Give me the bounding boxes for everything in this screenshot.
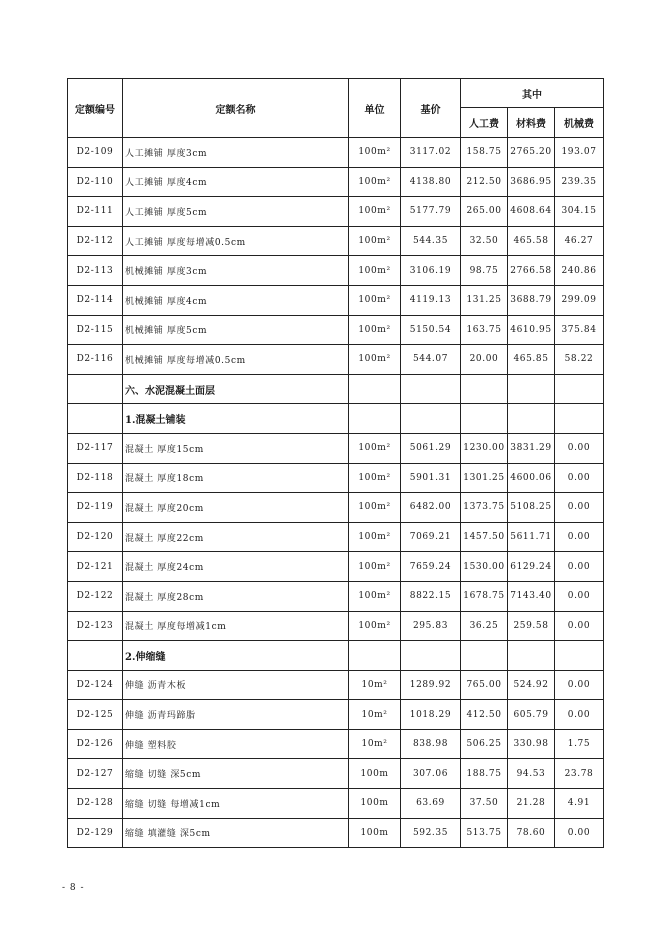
table-row xyxy=(68,463,604,493)
cell-machinery: 299.09 xyxy=(555,285,604,315)
cell-unit: 100m² xyxy=(349,552,401,582)
cell-code: D2-113 xyxy=(68,256,123,286)
cell-code xyxy=(68,641,123,671)
cell-unit: 100m² xyxy=(349,345,401,375)
cell-labor: 131.25 xyxy=(461,285,508,315)
cell-labor: 1678.75 xyxy=(461,581,508,611)
cell-material xyxy=(508,641,555,671)
cell-unit: 10m² xyxy=(349,670,401,700)
table-row xyxy=(68,197,604,227)
cell-machinery: 0.00 xyxy=(555,581,604,611)
table-body xyxy=(68,138,604,848)
cell-unit: 10m² xyxy=(349,700,401,730)
cell-labor: 1230.00 xyxy=(461,433,508,463)
cell-base: 592.35 xyxy=(401,818,461,848)
header-base-price: 基价 xyxy=(401,79,461,138)
cell-unit: 100m² xyxy=(349,522,401,552)
cell-name: 人工摊铺 厚度4cm xyxy=(123,167,349,197)
cell-unit xyxy=(349,404,401,434)
cell-machinery xyxy=(555,641,604,671)
cell-labor xyxy=(461,641,508,671)
table-row xyxy=(68,433,604,463)
cell-labor: 1457.50 xyxy=(461,522,508,552)
cell-machinery: 375.84 xyxy=(555,315,604,345)
cell-name: 混凝土 厚度28cm xyxy=(123,581,349,611)
cell-labor: 1530.00 xyxy=(461,552,508,582)
cell-material: 605.79 xyxy=(508,700,555,730)
cell-labor: 158.75 xyxy=(461,138,508,168)
cell-base xyxy=(401,404,461,434)
cell-base: 7659.24 xyxy=(401,552,461,582)
cell-unit: 100m² xyxy=(349,315,401,345)
cell-unit: 100m² xyxy=(349,611,401,641)
cell-machinery: 58.22 xyxy=(555,345,604,375)
cell-base: 1018.29 xyxy=(401,700,461,730)
cell-code: D2-112 xyxy=(68,226,123,256)
cell-name: 混凝土 厚度15cm xyxy=(123,433,349,463)
cell-material: 78.60 xyxy=(508,818,555,848)
cell-material: 465.85 xyxy=(508,345,555,375)
header-machinery: 机械费 xyxy=(555,108,604,138)
header-material: 材料费 xyxy=(508,108,555,138)
cell-machinery: 0.00 xyxy=(555,611,604,641)
cell-base: 4119.13 xyxy=(401,285,461,315)
cell-material xyxy=(508,374,555,404)
cell-code: D2-122 xyxy=(68,581,123,611)
cell-labor: 32.50 xyxy=(461,226,508,256)
cell-code: D2-111 xyxy=(68,197,123,227)
cell-name: 缩缝 切缝 每增减1cm xyxy=(123,789,349,819)
cell-base: 4138.80 xyxy=(401,167,461,197)
cell-code: D2-119 xyxy=(68,493,123,523)
cell-code: D2-109 xyxy=(68,138,123,168)
cell-material: 330.98 xyxy=(508,729,555,759)
cell-base: 5177.79 xyxy=(401,197,461,227)
header-of-which: 其中 xyxy=(461,79,604,108)
cell-base: 5150.54 xyxy=(401,315,461,345)
cell-code: D2-125 xyxy=(68,700,123,730)
cell-code xyxy=(68,404,123,434)
cell-material: 524.92 xyxy=(508,670,555,700)
cell-base: 8822.15 xyxy=(401,581,461,611)
cell-labor: 163.75 xyxy=(461,315,508,345)
table-row xyxy=(68,729,604,759)
cell-unit: 100m² xyxy=(349,226,401,256)
cell-labor: 1373.75 xyxy=(461,493,508,523)
cell-code: D2-116 xyxy=(68,345,123,375)
cell-machinery: 0.00 xyxy=(555,433,604,463)
cell-machinery: 0.00 xyxy=(555,700,604,730)
cell-material: 94.53 xyxy=(508,759,555,789)
cell-name: 人工摊铺 厚度5cm xyxy=(123,197,349,227)
cell-code: D2-128 xyxy=(68,789,123,819)
cell-material: 2766.58 xyxy=(508,256,555,286)
cell-name: 混凝土 厚度每增减1cm xyxy=(123,611,349,641)
cell-unit: 100m² xyxy=(349,433,401,463)
cell-machinery: 193.07 xyxy=(555,138,604,168)
cell-machinery: 0.00 xyxy=(555,552,604,582)
cell-unit: 100m² xyxy=(349,581,401,611)
cell-name: 人工摊铺 厚度3cm xyxy=(123,138,349,168)
cell-code: D2-115 xyxy=(68,315,123,345)
table-row xyxy=(68,315,604,345)
cell-machinery: 0.00 xyxy=(555,463,604,493)
table-row xyxy=(68,256,604,286)
cell-unit xyxy=(349,641,401,671)
cell-name: 伸缝 沥青木板 xyxy=(123,670,349,700)
cell-unit: 100m² xyxy=(349,167,401,197)
cell-labor: 412.50 xyxy=(461,700,508,730)
cell-code: D2-114 xyxy=(68,285,123,315)
table-row xyxy=(68,522,604,552)
cell-material: 5611.71 xyxy=(508,522,555,552)
table-row xyxy=(68,789,604,819)
header-labor: 人工费 xyxy=(461,108,508,138)
cell-machinery xyxy=(555,374,604,404)
header-unit: 单位 xyxy=(349,79,401,138)
section-row xyxy=(68,641,604,671)
cell-labor: 36.25 xyxy=(461,611,508,641)
section-row xyxy=(68,404,604,434)
table-row xyxy=(68,581,604,611)
cell-name: 机械摊铺 厚度3cm xyxy=(123,256,349,286)
cell-code: D2-127 xyxy=(68,759,123,789)
header-code: 定额编号 xyxy=(68,79,123,138)
cell-name: 人工摊铺 厚度每增减0.5cm xyxy=(123,226,349,256)
cell-labor: 506.25 xyxy=(461,729,508,759)
cell-machinery: 0.00 xyxy=(555,818,604,848)
cell-base: 544.35 xyxy=(401,226,461,256)
cell-name: 机械摊铺 厚度4cm xyxy=(123,285,349,315)
cell-labor: 265.00 xyxy=(461,197,508,227)
table-row xyxy=(68,818,604,848)
cell-base: 3106.19 xyxy=(401,256,461,286)
cell-name: 缩缝 填灌缝 深5cm xyxy=(123,818,349,848)
cell-labor xyxy=(461,404,508,434)
cell-material: 21.28 xyxy=(508,789,555,819)
cell-unit: 100m xyxy=(349,759,401,789)
cell-labor xyxy=(461,374,508,404)
cell-machinery: 46.27 xyxy=(555,226,604,256)
cell-machinery: 239.35 xyxy=(555,167,604,197)
cell-material: 465.58 xyxy=(508,226,555,256)
cell-labor: 513.75 xyxy=(461,818,508,848)
cell-machinery: 0.00 xyxy=(555,493,604,523)
cell-labor: 1301.25 xyxy=(461,463,508,493)
cell-material: 5108.25 xyxy=(508,493,555,523)
table-row xyxy=(68,670,604,700)
cell-material: 3686.95 xyxy=(508,167,555,197)
cell-material: 7143.40 xyxy=(508,581,555,611)
cell-base: 544.07 xyxy=(401,345,461,375)
cell-code: D2-117 xyxy=(68,433,123,463)
cell-material: 259.58 xyxy=(508,611,555,641)
cell-base: 7069.21 xyxy=(401,522,461,552)
table-row xyxy=(68,611,604,641)
cell-unit: 100m xyxy=(349,789,401,819)
cell-name: 机械摊铺 厚度5cm xyxy=(123,315,349,345)
cell-base: 3117.02 xyxy=(401,138,461,168)
table-row xyxy=(68,167,604,197)
cell-name: 混凝土 厚度22cm xyxy=(123,522,349,552)
section-title: 1.混凝土铺装 xyxy=(123,404,349,434)
cell-name: 伸缝 塑料胶 xyxy=(123,729,349,759)
cell-unit: 10m² xyxy=(349,729,401,759)
cell-name: 伸缝 沥青玛蹄脂 xyxy=(123,700,349,730)
cell-material xyxy=(508,404,555,434)
table-row xyxy=(68,493,604,523)
cell-base: 5901.31 xyxy=(401,463,461,493)
section-title: 2.伸缩缝 xyxy=(123,641,349,671)
cell-labor: 212.50 xyxy=(461,167,508,197)
table-row xyxy=(68,345,604,375)
cell-machinery: 0.00 xyxy=(555,522,604,552)
cell-machinery: 1.75 xyxy=(555,729,604,759)
cell-material: 6129.24 xyxy=(508,552,555,582)
cell-material: 3688.79 xyxy=(508,285,555,315)
table-row xyxy=(68,759,604,789)
header-name: 定额名称 xyxy=(123,79,349,138)
cell-unit: 100m² xyxy=(349,138,401,168)
cell-name: 缩缝 切缝 深5cm xyxy=(123,759,349,789)
cell-labor: 20.00 xyxy=(461,345,508,375)
table-row xyxy=(68,226,604,256)
cell-code: D2-120 xyxy=(68,522,123,552)
cell-unit: 100m² xyxy=(349,463,401,493)
cell-name: 机械摊铺 厚度每增减0.5cm xyxy=(123,345,349,375)
cell-labor: 98.75 xyxy=(461,256,508,286)
cell-code: D2-118 xyxy=(68,463,123,493)
table-row xyxy=(68,552,604,582)
cell-code: D2-123 xyxy=(68,611,123,641)
cell-base xyxy=(401,641,461,671)
cell-base: 1289.92 xyxy=(401,670,461,700)
cell-base: 6482.00 xyxy=(401,493,461,523)
cell-machinery: 4.91 xyxy=(555,789,604,819)
cell-machinery: 240.86 xyxy=(555,256,604,286)
cell-base: 63.69 xyxy=(401,789,461,819)
cell-name: 混凝土 厚度20cm xyxy=(123,493,349,523)
cell-machinery: 304.15 xyxy=(555,197,604,227)
cell-base: 838.98 xyxy=(401,729,461,759)
cell-unit xyxy=(349,374,401,404)
cell-base: 5061.29 xyxy=(401,433,461,463)
cell-machinery: 23.78 xyxy=(555,759,604,789)
cell-material: 4600.06 xyxy=(508,463,555,493)
cell-code: D2-124 xyxy=(68,670,123,700)
table-row xyxy=(68,138,604,168)
table-header xyxy=(68,79,604,138)
cell-code: D2-110 xyxy=(68,167,123,197)
cell-unit: 100m² xyxy=(349,256,401,286)
cell-base: 307.06 xyxy=(401,759,461,789)
cell-code: D2-126 xyxy=(68,729,123,759)
page-number: - 8 - xyxy=(62,883,85,893)
cell-labor: 188.75 xyxy=(461,759,508,789)
cell-code xyxy=(68,374,123,404)
cell-material: 4608.64 xyxy=(508,197,555,227)
cell-unit: 100m² xyxy=(349,197,401,227)
cell-material: 2765.20 xyxy=(508,138,555,168)
cell-labor: 765.00 xyxy=(461,670,508,700)
cell-machinery: 0.00 xyxy=(555,670,604,700)
cell-machinery xyxy=(555,404,604,434)
section-title: 六、水泥混凝土面层 xyxy=(123,374,349,404)
cell-material: 4610.95 xyxy=(508,315,555,345)
cell-material: 3831.29 xyxy=(508,433,555,463)
cell-code: D2-121 xyxy=(68,552,123,582)
cell-unit: 100m xyxy=(349,818,401,848)
table-row xyxy=(68,700,604,730)
cell-base xyxy=(401,374,461,404)
cell-labor: 37.50 xyxy=(461,789,508,819)
cell-unit: 100m² xyxy=(349,285,401,315)
cell-unit: 100m² xyxy=(349,493,401,523)
quota-table xyxy=(67,78,604,848)
table-row xyxy=(68,285,604,315)
cell-code: D2-129 xyxy=(68,818,123,848)
section-row xyxy=(68,374,604,404)
cell-base: 295.83 xyxy=(401,611,461,641)
cell-name: 混凝土 厚度24cm xyxy=(123,552,349,582)
cell-name: 混凝土 厚度18cm xyxy=(123,463,349,493)
